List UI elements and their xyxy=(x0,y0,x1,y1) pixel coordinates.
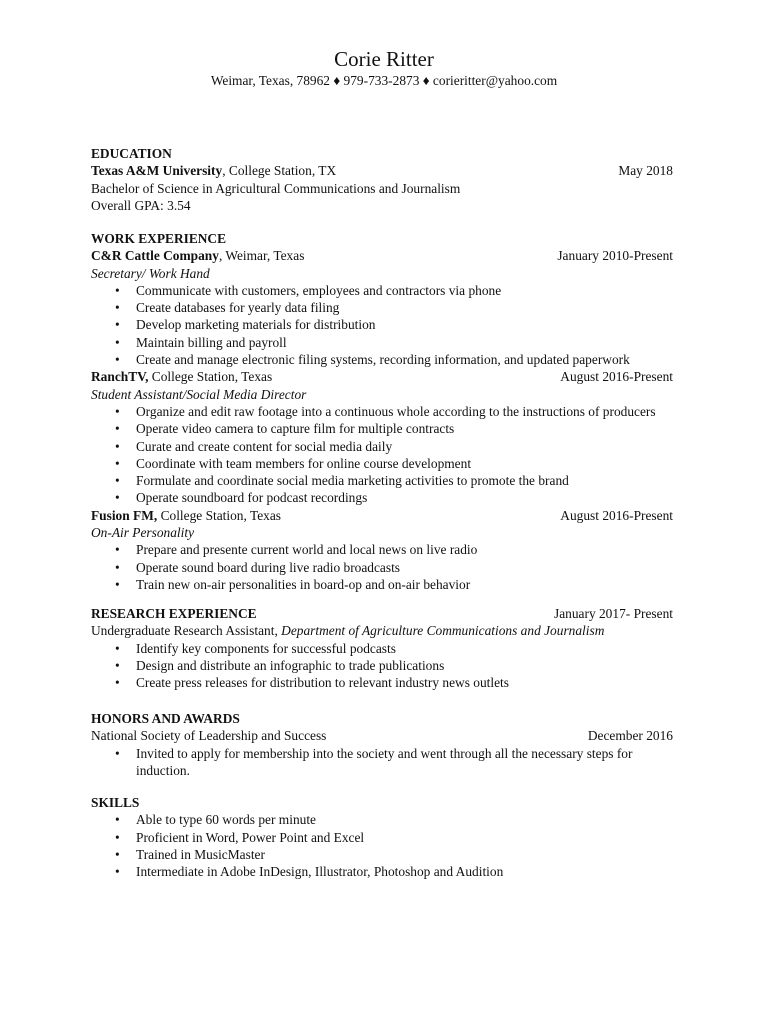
list-item xyxy=(91,455,673,472)
job-entry xyxy=(91,368,673,506)
job-role: Secretary/ Work Hand xyxy=(91,265,210,281)
research-bullets xyxy=(91,640,673,692)
list-item xyxy=(91,674,673,691)
list-item xyxy=(91,334,673,351)
bullet-text: Proficient in Word, Power Point and Excel xyxy=(136,829,365,845)
bullet-text: Able to type 60 words per minute xyxy=(136,812,316,828)
list-item xyxy=(91,846,673,863)
skills-bullets xyxy=(91,811,673,880)
bullet-text: Invited to apply for membership into the society and went through all the necessary steps for xyxy=(136,745,633,761)
school-name: Texas A&M University xyxy=(91,163,223,179)
bullet-text: Create databases for yearly data filing xyxy=(136,300,340,316)
company-name: Fusion FM, xyxy=(91,507,158,523)
bullet-icon: • xyxy=(115,559,120,575)
honor-bullets xyxy=(91,745,673,780)
list-item xyxy=(91,745,673,780)
bullet-icon: • xyxy=(115,745,120,761)
bullet-text: Trained in MusicMaster xyxy=(136,846,265,862)
list-item xyxy=(91,420,673,437)
list-item xyxy=(91,811,673,828)
bullet-icon: • xyxy=(115,282,120,298)
education-section xyxy=(91,145,673,214)
bullet-icon: • xyxy=(115,846,120,862)
bullet-icon: • xyxy=(115,576,120,592)
research-date: January 2017- Present xyxy=(554,606,673,621)
bullet-icon: • xyxy=(115,455,120,471)
work-section xyxy=(91,230,673,593)
bullet-text: Formulate and coordinate social media marketing activities to promote the brand xyxy=(136,473,569,489)
gpa: Overall GPA: 3.54 xyxy=(91,197,191,213)
list-item xyxy=(91,559,673,576)
bullet-icon: • xyxy=(115,438,120,454)
bullet-icon: • xyxy=(115,473,120,489)
research-position-row xyxy=(91,622,673,639)
bullet-text: Create press releases for distribution to relevant industry news outlets xyxy=(136,675,509,691)
job-entry xyxy=(91,247,673,368)
research-section xyxy=(91,605,673,691)
bullet-text: Create and manage electronic filing systems, recording information, and updated paperwork xyxy=(136,352,630,368)
bullet-icon: • xyxy=(115,542,120,558)
honor-title: National Society of Leadership and Success xyxy=(91,728,327,744)
bullet-icon: • xyxy=(115,421,120,437)
list-item xyxy=(91,282,673,299)
bullet-text: Communicate with customers, employees and contractors via phone xyxy=(136,282,502,298)
bullet-text: Identify key components for successful podcasts xyxy=(136,640,396,656)
bullet-icon: • xyxy=(115,317,120,333)
contact-line: Weimar, Texas, 78962 ♦ 979-733-2873 ♦ corieritter@yahoo.com xyxy=(210,73,558,88)
company-location: College Station, Texas xyxy=(148,369,273,385)
research-position: Undergraduate Research Assistant, xyxy=(91,623,282,639)
section-heading-honors: HONORS AND AWARDS xyxy=(91,711,240,726)
bullet-text: Operate video camera to capture film for multiple contracts xyxy=(136,421,455,437)
degree: Bachelor of Science in Agricultural Communications and Journalism xyxy=(91,180,461,196)
job-header-row xyxy=(91,507,673,524)
bullet-text: Curate and create content for social media daily xyxy=(136,438,393,454)
list-item xyxy=(91,351,673,368)
bullet-text: Design and distribute an infographic to trade publications xyxy=(136,657,445,673)
bullet-text: Organize and edit raw footage into a continuous whole according to the instructions of producers xyxy=(136,403,656,419)
bullet-text: Coordinate with team members for online course development xyxy=(136,455,472,471)
list-item xyxy=(91,472,673,489)
list-item xyxy=(91,316,673,333)
school-location: , College Station, TX xyxy=(222,163,337,179)
list-item xyxy=(91,541,673,558)
bullet-text: Develop marketing materials for distribution xyxy=(136,317,376,333)
list-item xyxy=(91,299,673,316)
company-location: , Weimar, Texas xyxy=(218,248,305,264)
list-item xyxy=(91,576,673,593)
bullet-text: Operate sound board during live radio broadcasts xyxy=(136,559,401,575)
list-item xyxy=(91,863,673,880)
bullet-icon: • xyxy=(115,829,120,845)
list-item xyxy=(91,489,673,506)
honor-row xyxy=(91,727,673,744)
bullet-icon: • xyxy=(115,640,120,656)
bullet-icon: • xyxy=(115,352,120,368)
bullet-icon: • xyxy=(115,657,120,673)
company-name: C&R Cattle Company xyxy=(91,248,219,264)
section-heading-education: EDUCATION xyxy=(91,146,172,161)
section-heading-research: RESEARCH EXPERIENCE xyxy=(91,606,257,621)
bullet-icon: • xyxy=(115,864,120,880)
list-item xyxy=(91,829,673,846)
bullet-text: Prepare and presente current world and local news on live radio xyxy=(136,542,478,558)
resume-name: Corie Ritter xyxy=(334,47,434,71)
bullet-text: Train new on-air personalities in board-op and on-air behavior xyxy=(136,576,471,592)
job-date: August 2016-Present xyxy=(560,507,673,523)
job-bullets xyxy=(91,282,673,368)
job-role: Student Assistant/Social Media Director xyxy=(91,386,307,402)
bullet-icon: • xyxy=(115,490,120,506)
bullet-icon: • xyxy=(115,812,120,828)
graduation-date: May 2018 xyxy=(618,163,673,179)
bullet-icon: • xyxy=(115,403,120,419)
bullet-text: Maintain billing and payroll xyxy=(136,334,287,350)
job-bullets xyxy=(91,541,673,593)
company-location: College Station, Texas xyxy=(157,507,281,523)
job-entry xyxy=(91,507,673,593)
company-name: RanchTV, xyxy=(91,369,149,385)
honors-section xyxy=(91,710,673,779)
list-item xyxy=(91,657,673,674)
list-item xyxy=(91,438,673,455)
research-header-row xyxy=(91,605,673,622)
bullet-text: Intermediate in Adobe InDesign, Illustrator, Photoshop and Audition xyxy=(136,864,504,880)
job-date: August 2016-Present xyxy=(560,369,673,385)
honor-date: December 2016 xyxy=(587,728,673,744)
job-bullets xyxy=(91,403,673,507)
bullet-icon: • xyxy=(115,334,120,350)
section-heading-work: WORK EXPERIENCE xyxy=(91,231,227,246)
job-header-row xyxy=(91,247,673,264)
bullet-icon: • xyxy=(115,675,120,691)
job-role: On-Air Personality xyxy=(91,525,195,541)
job-header-row xyxy=(91,368,673,385)
section-heading-skills: SKILLS xyxy=(91,795,140,810)
job-date: January 2010-Present xyxy=(557,248,673,264)
list-item xyxy=(91,403,673,420)
bullet-text: Operate soundboard for podcast recordings xyxy=(136,490,368,506)
skills-section xyxy=(91,794,673,880)
research-department: Department of Agriculture Communications and Journalism xyxy=(281,623,605,639)
bullet-icon: • xyxy=(115,300,120,316)
list-item xyxy=(91,640,673,657)
bullet-text-continued: induction. xyxy=(136,762,190,778)
education-school-row xyxy=(91,162,673,179)
